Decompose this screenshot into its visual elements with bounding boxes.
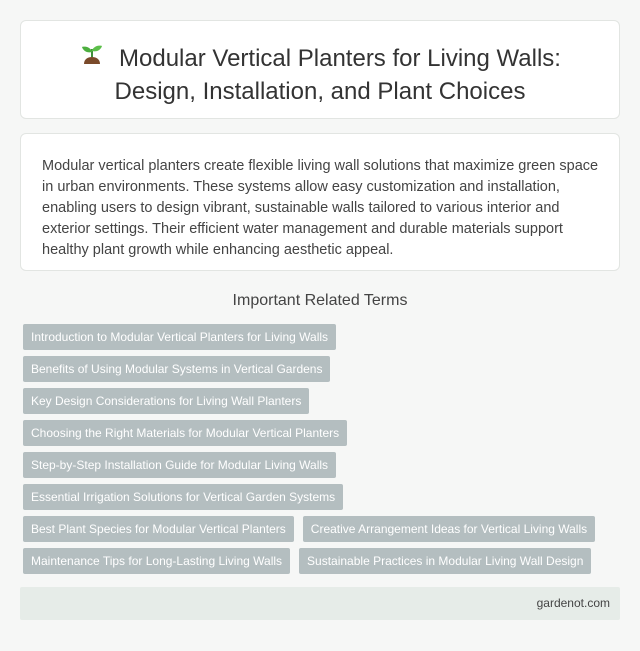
- sprout-icon: [79, 42, 105, 68]
- tag-irrigation[interactable]: Essential Irrigation Solutions for Vertical Garden Systems: [23, 484, 343, 510]
- title-card: [20, 20, 620, 119]
- page-title: [21, 42, 619, 108]
- tag-sustainable-practices[interactable]: Sustainable Practices in Modular Living Wall Design: [299, 548, 591, 574]
- tag-arrangement-ideas[interactable]: Creative Arrangement Ideas for Vertical Living Walls: [303, 516, 595, 542]
- tag-maintenance[interactable]: Maintenance Tips for Long-Lasting Living Walls: [23, 548, 290, 574]
- tag-materials[interactable]: Choosing the Right Materials for Modular Vertical Planters: [23, 420, 347, 446]
- footer: [20, 587, 620, 620]
- related-terms-heading: Important Related Terms: [232, 292, 408, 309]
- footer-site-link[interactable]: gardenot.com: [536, 596, 610, 610]
- tag-design-considerations[interactable]: Key Design Considerations for Living Wall Planters: [23, 388, 309, 414]
- title-line-1: Modular Vertical Planters for Living Walls:: [119, 45, 561, 72]
- tag-benefits[interactable]: Benefits of Using Modular Systems in Vertical Gardens: [23, 356, 330, 382]
- tag-installation-guide[interactable]: Step-by-Step Installation Guide for Modular Living Walls: [23, 452, 336, 478]
- title-line-2: Design, Installation, and Plant Choices: [114, 78, 526, 105]
- intro-card: [20, 133, 620, 271]
- related-terms-list: [23, 324, 623, 580]
- tag-plant-species[interactable]: Best Plant Species for Modular Vertical Planters: [23, 516, 294, 542]
- tag-introduction[interactable]: Introduction to Modular Vertical Planters for Living Walls: [23, 324, 336, 350]
- intro-paragraph: Modular vertical planters create flexible living wall solutions that maximize green space in urban environments. These systems allow easy customization and installation, enabling users to design vibrant, sustainable walls tailored to various interior and exterior settings. Their efficient water management and durable materials support healthy plant growth while enhancing aesthetic appeal.: [42, 158, 599, 258]
